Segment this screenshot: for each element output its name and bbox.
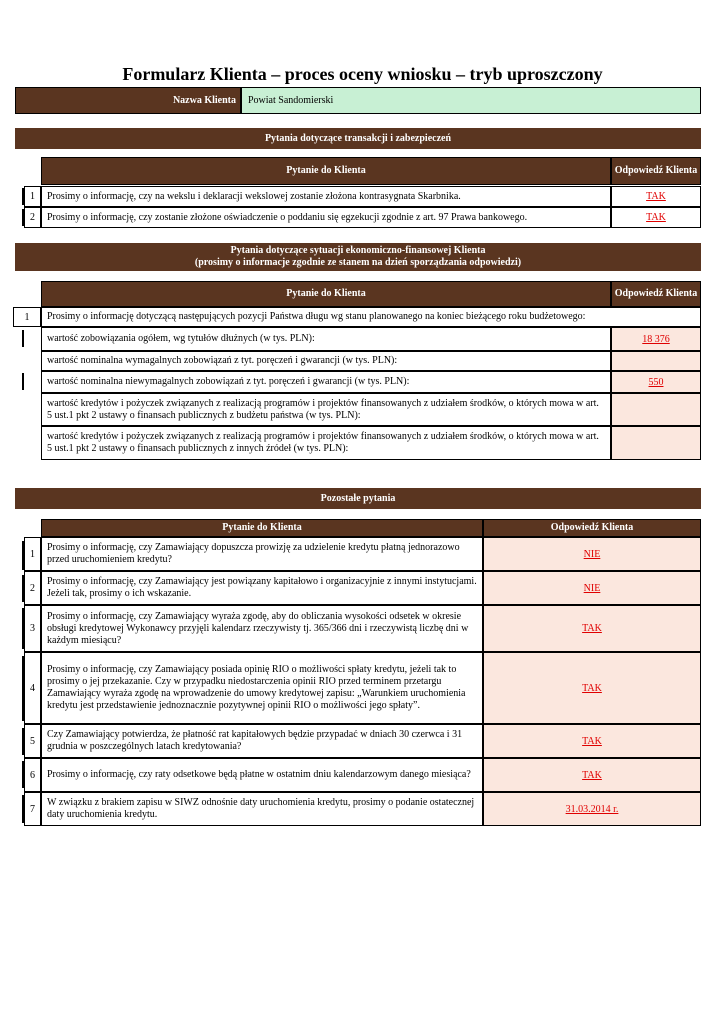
table-row-question: wartość kredytów i pożyczek związanych z realizacją programów i projektów finansowanych z udziałem środków, o których mowa w art. 5 ust.1 pkt 2 ustawy o finansach publicznych z innych źródeł (w tys. PLN): [41, 426, 611, 460]
table-row-number: 1 [24, 186, 41, 207]
table-row-answer[interactable]: 550 [611, 371, 701, 393]
row-marker [22, 373, 24, 390]
table-row-number: 3 [24, 605, 41, 652]
section3-heading: Pozostałe pytania [15, 488, 701, 509]
section2-intro: Prosimy o informację dotyczącą następujących pozycji Państwa długu wg stanu planowanego na koniec bieżącego roku budżetowego: [41, 307, 701, 327]
table-row-number: 5 [24, 724, 41, 758]
table-row-number: 7 [24, 792, 41, 826]
table-row-answer[interactable]: TAK [483, 605, 701, 652]
table-row-question: Prosimy o informację, czy raty odsetkowe będą płatne w ostatnim dniu kalendarzowym danego miesiąca? [41, 758, 483, 792]
section1-col-question: Pytanie do Klienta [41, 157, 611, 185]
table-row-answer[interactable]: 18 376 [611, 327, 701, 351]
table-row-answer[interactable]: NIE [483, 537, 701, 571]
page-title: Formularz Klienta – proces oceny wniosku – tryb uproszczony [122, 64, 603, 84]
table-row-question: Prosimy o informację, czy Zamawiający posiada opinię RIO o możliwości spłaty kredytu, jeżeli tak to prosimy o jej przekazanie. Czy w przypadku niedostarczenia opinii RIO przed terminem przetargu Zamawiający wyraża zgodę na wprowadzenie do umowy kredytowej zapisu: „Warunkiem uruchomienia kredytu jest przedstawienie jednoznacznie pozytywnej opinii RIO o możliwości jego spłaty”. [41, 652, 483, 724]
table-row-answer[interactable]: TAK [483, 652, 701, 724]
client-name-value: Powiat Sandomierski [241, 87, 701, 114]
table-row-number: 2 [24, 571, 41, 605]
row-marker [22, 330, 24, 347]
table-row-number: 6 [24, 758, 41, 792]
table-row-answer[interactable] [611, 426, 701, 460]
table-row-question: wartość zobowiązania ogółem, wg tytułów dłużnych (w tys. PLN): [41, 327, 611, 351]
table-row-answer[interactable] [611, 393, 701, 426]
table-row-number: 2 [24, 207, 41, 228]
section1-heading: Pytania dotyczące transakcji i zabezpieczeń [15, 128, 701, 149]
table-row-answer[interactable]: NIE [483, 571, 701, 605]
table-row-question: wartość nominalna wymagalnych zobowiązań z tyt. poręczeń i gwarancji (w tys. PLN): [41, 351, 611, 371]
table-row-question: Prosimy o informację, czy na wekslu i deklaracji wekslowej zostanie złożona kontrasygnata Skarbnika. [41, 186, 611, 207]
table-row-question: Prosimy o informację, czy Zamawiający dopuszcza prowizję za udzielenie kredytu płatną jednorazowo przed uruchomieniem kredytu? [41, 537, 483, 571]
section2-heading [15, 243, 701, 271]
table-row-question: Prosimy o informację, czy Zamawiający wyraża zgodę, aby do obliczania wysokości odsetek w okresie obsługi kredytowej Wykonawcy przyjęli kalendarz rzeczywisty tj. 365/366 dni i rzeczywistą liczbę dni w każdym miesiącu? [41, 605, 483, 652]
table-row-answer[interactable]: TAK [483, 724, 701, 758]
table-row-number: 4 [24, 652, 41, 724]
section2-col-answer: Odpowiedź Klienta [611, 281, 701, 307]
table-row-question: Czy Zamawiający potwierdza, że płatność rat kapitałowych będzie przypadać w dniach 30 czerwca i 31 grudnia w poszczególnych latach kredytowania? [41, 724, 483, 758]
section3-col-question: Pytanie do Klienta [41, 519, 483, 537]
table-row-question: wartość kredytów i pożyczek związanych z realizacją programów i projektów finansowanych z udziałem środków, o których mowa w art. 5 ust.1 pkt 2 ustawy o finansach publicznych z budżetu państwa (w tys. PLN): [41, 393, 611, 426]
table-row-number: 1 [24, 537, 41, 571]
table-row-answer[interactable]: TAK [611, 207, 701, 228]
section3-col-answer: Odpowiedź Klienta [483, 519, 701, 537]
table-row-answer[interactable]: TAK [483, 758, 701, 792]
table-row-answer[interactable] [611, 351, 701, 371]
table-row-question: Prosimy o informację, czy zostanie złożone oświadczenie o poddaniu się egzekucji zgodnie z art. 97 Prawa bankowego. [41, 207, 611, 228]
table-row-answer[interactable]: TAK [611, 186, 701, 207]
section2-heading-line1: Pytania dotyczące sytuacji ekonomiczno-finansowej Klienta [230, 245, 486, 256]
section2-heading-line2: (prosimy o informacje zgodnie ze stanem na dzień sporządzania odpowiedzi) [194, 257, 522, 268]
table-row-answer[interactable]: 31.03.2014 r. [483, 792, 701, 826]
table-row-question: wartość nominalna niewymagalnych zobowiązań z tyt. poręczeń i gwarancji (w tys. PLN): [41, 371, 611, 393]
client-name-label: Nazwa Klienta [15, 87, 241, 114]
table-row-question: W związku z brakiem zapisu w SIWZ odnośnie daty uruchomienia kredytu, prosimy o podanie ostatecznej daty uruchomienia kredytu. [41, 792, 483, 826]
table-row-number: 1 [13, 307, 41, 327]
section1-col-answer: Odpowiedź Klienta [611, 157, 701, 185]
table-row-question: Prosimy o informację, czy Zamawiający jest powiązany kapitałowo i organizacyjnie z innymi instytucjami. Jeżeli tak, prosimy o ich wskazanie. [41, 571, 483, 605]
section2-col-question: Pytanie do Klienta [41, 281, 611, 307]
